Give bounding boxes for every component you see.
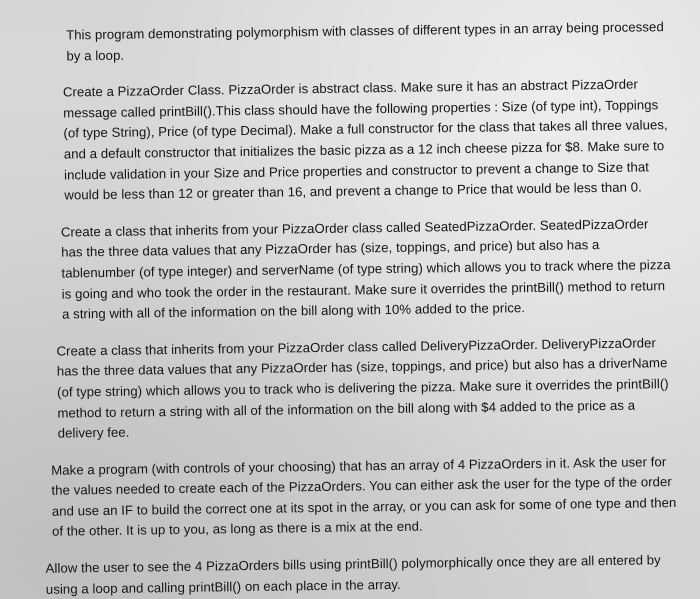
seated-pizza-order-paragraph: Create a class that inherits from your PizzaOrder class called SeatedPizzaOrder. SeatedPizzaOrder has the three data values that any PizzaOrder has (size, toppings, and price) but also has a tablenumber (of type integer) and serverName (of type string) which allows you to track where the pizza is going and who took the order in the restaurant. Make sure it overrides the printBill() method to return a string with all of the information on the bill along with 10% added to the price. — [60, 216, 671, 322]
assignment-page — [30, 17, 698, 599]
program-array-paragraph: Make a program (with controls of your choosing) that has an array of 4 PizzaOrders in it. Ask the user for the values needed to create each of the PizzaOrders. You can either ask the user for the type of the order and use an IF to build the correct one at its spot in the array, or you can ask for some of one type and then of the other. It is up to you, as long as there is a mix at the end. — [51, 453, 677, 540]
intro-paragraph: This program demonstrating polymorphism with classes of different types in an array being processed by a loop. — [66, 19, 664, 64]
pizza-order-class-paragraph: Create a PizzaOrder Class. PizzaOrder is abstract class. Make sure it has an abstract PizzaOrder message called printBill().This class should have the following properties : Size (of type int), Toppings (of type String), Price (of type Decimal). Make a full constructor for the class that takes all three values, and a default constructor that initializes the basic pizza as a 12 inch cheese pizza for $8. Make sure to include validation in your Size and Price properties and constructor to prevent a change to Size that would be less than 12 or greater than 16, and prevent a change to Price that would be less than 0. — [62, 76, 668, 203]
delivery-pizza-order-paragraph: Create a class that inherits from your PizzaOrder class called DeliveryPizzaOrder. DeliveryPizzaOrder has the three data values that any PizzaOrder has (size, toppings, and price) but also has a driverName (of type string) which allows you to track who is delivering the pizza. Make sure it overrides the printBill() method to return a string with all of the information on the bill along with $4 added to the price as a delivery fee. — [56, 335, 669, 441]
print-bill-loop-paragraph: Allow the user to see the 4 PizzaOrders bills using printBill() polymorphically once they are all entered by using a loop and calling printBill() on each place in the array. — [45, 552, 661, 597]
